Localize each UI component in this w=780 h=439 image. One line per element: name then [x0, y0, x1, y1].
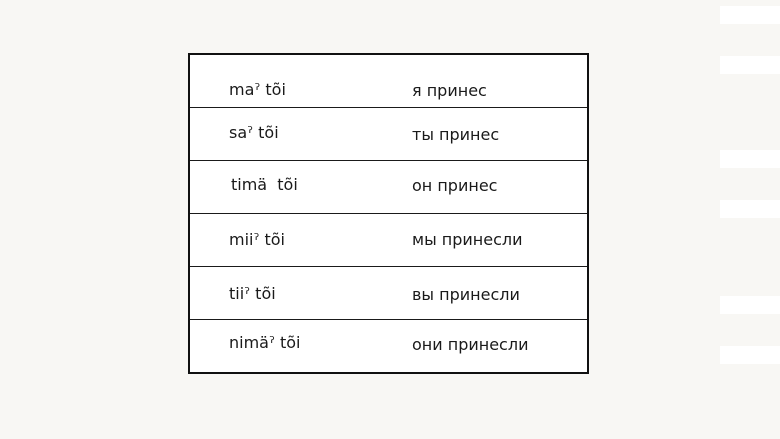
edge-chip	[720, 200, 780, 218]
verb-form: timä tõi	[231, 175, 298, 194]
verb-form: saˀ tõi	[229, 123, 279, 142]
translation: мы принесли	[412, 230, 523, 249]
table-row	[190, 161, 587, 214]
edge-chip	[720, 296, 780, 314]
verb-form: tiiˀ tõi	[229, 284, 276, 303]
translation: вы принесли	[412, 285, 520, 304]
table-row	[190, 108, 587, 161]
page-edge-decoration	[710, 0, 780, 439]
table-row	[190, 267, 587, 320]
table-row	[190, 214, 587, 267]
edge-chip	[720, 6, 780, 24]
translation: ты принес	[412, 125, 500, 144]
verb-form: maˀ tõi	[229, 80, 286, 99]
table-row	[190, 320, 587, 372]
edge-chip	[720, 150, 780, 168]
verb-form: nimäˀ tõi	[229, 333, 301, 352]
verb-form: miiˀ tõi	[229, 230, 285, 249]
translation: он принес	[412, 176, 498, 195]
edge-chip	[720, 56, 780, 74]
table-row	[190, 55, 587, 108]
conjugation-table	[188, 53, 589, 374]
translation: они принесли	[412, 335, 529, 354]
translation: я принес	[412, 81, 487, 100]
edge-chip	[720, 346, 780, 364]
